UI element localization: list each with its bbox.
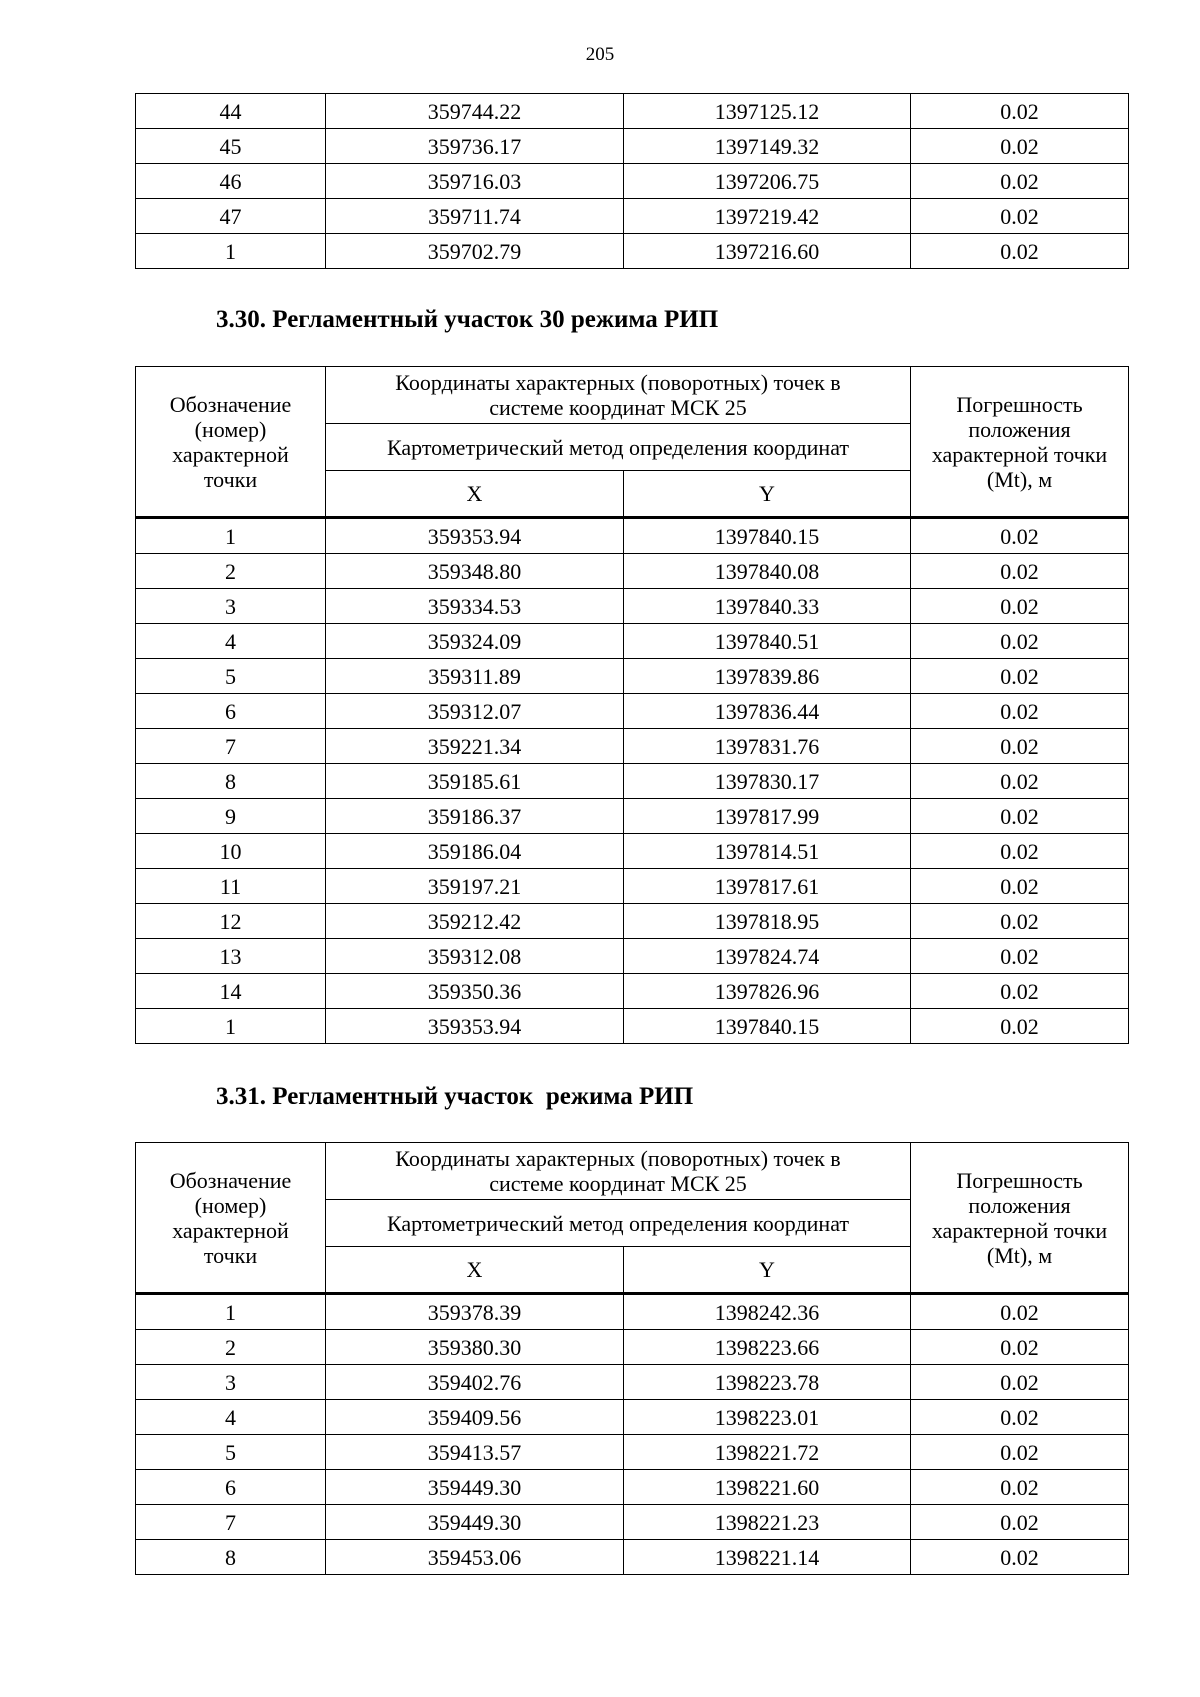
x-coordinate-cell: 359324.09 [326, 624, 624, 659]
point-number-cell: 1 [136, 1294, 326, 1330]
table-row [136, 869, 1129, 904]
y-coordinate-cell: 1397814.51 [624, 834, 911, 869]
point-number-cell: 12 [136, 904, 326, 939]
table-row [136, 694, 1129, 729]
x-coordinate-cell: 359311.89 [326, 659, 624, 694]
x-header: X [326, 1247, 624, 1294]
x-coordinate-cell: 359186.04 [326, 834, 624, 869]
point-number-cell: 1 [136, 234, 326, 269]
error-cell: 0.02 [911, 1470, 1129, 1505]
point-number-cell: 5 [136, 1435, 326, 1470]
header-line: характерной [172, 441, 289, 467]
header-line: Погрешность [956, 1167, 1083, 1193]
error-cell: 0.02 [911, 729, 1129, 764]
header-line: Обозначение [169, 1167, 292, 1193]
header-line: системе координат МСК 25 [489, 395, 747, 420]
y-coordinate-cell: 1397840.51 [624, 624, 911, 659]
x-coordinate-cell: 359702.79 [326, 234, 624, 269]
table-row [136, 799, 1129, 834]
y-coordinate-cell: 1397839.86 [624, 659, 911, 694]
point-number-cell: 6 [136, 694, 326, 729]
x-coordinate-cell: 359716.03 [326, 164, 624, 199]
table-row [136, 199, 1129, 234]
y-coordinate-cell: 1397830.17 [624, 764, 911, 799]
point-number-cell: 2 [136, 1330, 326, 1365]
table-header [136, 367, 1129, 518]
point-number-cell: 47 [136, 199, 326, 234]
table-body [136, 94, 1129, 269]
error-cell: 0.02 [911, 1540, 1129, 1575]
y-coordinate-cell: 1398223.01 [624, 1400, 911, 1435]
x-coordinate-cell: 359353.94 [326, 1009, 624, 1044]
table-body [136, 1294, 1129, 1575]
table-row [136, 129, 1129, 164]
error-cell: 0.02 [911, 904, 1129, 939]
x-coordinate-cell: 359312.08 [326, 939, 624, 974]
header-line: Координаты характерных (поворотных) точек в [395, 1146, 841, 1171]
y-coordinate-cell: 1397836.44 [624, 694, 911, 729]
y-coordinate-cell: 1398221.72 [624, 1435, 911, 1470]
header-line: (Mt), м [986, 466, 1053, 492]
y-coordinate-cell: 1397826.96 [624, 974, 911, 1009]
point-number-cell: 14 [136, 974, 326, 1009]
x-coordinate-cell: 359409.56 [326, 1400, 624, 1435]
point-number-cell: 10 [136, 834, 326, 869]
point-number-cell: 3 [136, 589, 326, 624]
error-cell: 0.02 [911, 764, 1129, 799]
header-line: (Mt), м [986, 1242, 1053, 1268]
point-number-cell: 4 [136, 624, 326, 659]
point-number-cell: 7 [136, 729, 326, 764]
error-header [911, 1143, 1129, 1294]
point-number-cell: 9 [136, 799, 326, 834]
header-line: (номер) [194, 1192, 267, 1218]
error-cell: 0.02 [911, 234, 1129, 269]
header-line: системе координат МСК 25 [489, 1171, 747, 1196]
x-coordinate-cell: 359212.42 [326, 904, 624, 939]
table-row [136, 1330, 1129, 1365]
table-row [136, 939, 1129, 974]
y-coordinate-cell: 1397840.15 [624, 518, 911, 554]
section-heading-3-30: 3.30. Регламентный участок 30 режима РИП [216, 306, 719, 333]
table-body [136, 518, 1129, 1044]
y-coordinate-cell: 1398223.66 [624, 1330, 911, 1365]
error-cell: 0.02 [911, 129, 1129, 164]
error-cell: 0.02 [911, 1294, 1129, 1330]
x-header: X [326, 471, 624, 518]
point-number-cell: 1 [136, 1009, 326, 1044]
table-row [136, 164, 1129, 199]
x-coordinate-cell: 359185.61 [326, 764, 624, 799]
y-coordinate-cell: 1397824.74 [624, 939, 911, 974]
table-row [136, 1540, 1129, 1575]
coordinates-header [326, 367, 911, 424]
y-coordinate-cell: 1398221.60 [624, 1470, 911, 1505]
point-number-cell: 4 [136, 1400, 326, 1435]
point-number-cell: 6 [136, 1470, 326, 1505]
point-number-cell: 44 [136, 94, 326, 129]
error-cell: 0.02 [911, 624, 1129, 659]
point-number-cell: 3 [136, 1365, 326, 1400]
table-row [136, 764, 1129, 799]
error-cell: 0.02 [911, 974, 1129, 1009]
point-number-cell: 1 [136, 518, 326, 554]
x-coordinate-cell: 359380.30 [326, 1330, 624, 1365]
table-row [136, 1009, 1129, 1044]
table-row [136, 1505, 1129, 1540]
point-number-header [136, 1143, 326, 1294]
error-cell: 0.02 [911, 94, 1129, 129]
x-coordinate-cell: 359312.07 [326, 694, 624, 729]
table-row [136, 554, 1129, 589]
y-coordinate-cell: 1397817.99 [624, 799, 911, 834]
x-coordinate-cell: 359348.80 [326, 554, 624, 589]
coordinates-header [326, 1143, 911, 1200]
y-coordinate-cell: 1397206.75 [624, 164, 911, 199]
point-number-cell: 5 [136, 659, 326, 694]
table-row [136, 589, 1129, 624]
error-cell: 0.02 [911, 554, 1129, 589]
x-coordinate-cell: 359186.37 [326, 799, 624, 834]
table-header [136, 1143, 1129, 1294]
x-coordinate-cell: 359378.39 [326, 1294, 624, 1330]
y-coordinate-cell: 1398221.23 [624, 1505, 911, 1540]
table-row [136, 1365, 1129, 1400]
y-header: Y [624, 1247, 911, 1294]
table-row [136, 974, 1129, 1009]
y-coordinate-cell: 1397216.60 [624, 234, 911, 269]
header-line: Координаты характерных (поворотных) точек в [395, 370, 841, 395]
table-row [136, 834, 1129, 869]
error-cell: 0.02 [911, 799, 1129, 834]
table-row [136, 904, 1129, 939]
method-header: Картометрический метод определения координат [326, 424, 911, 471]
error-cell: 0.02 [911, 518, 1129, 554]
header-line: (номер) [194, 416, 267, 442]
x-coordinate-cell: 359197.21 [326, 869, 624, 904]
y-coordinate-cell: 1397831.76 [624, 729, 911, 764]
y-coordinate-cell: 1397817.61 [624, 869, 911, 904]
point-number-cell: 45 [136, 129, 326, 164]
error-cell: 0.02 [911, 1505, 1129, 1540]
error-header [911, 367, 1129, 518]
x-coordinate-cell: 359413.57 [326, 1435, 624, 1470]
header-line: Обозначение [169, 391, 292, 417]
point-number-header [136, 367, 326, 518]
table-row [136, 94, 1129, 129]
y-coordinate-cell: 1397125.12 [624, 94, 911, 129]
error-cell: 0.02 [911, 1009, 1129, 1044]
x-coordinate-cell: 359334.53 [326, 589, 624, 624]
y-coordinate-cell: 1397219.42 [624, 199, 911, 234]
x-coordinate-cell: 359744.22 [326, 94, 624, 129]
x-coordinate-cell: 359453.06 [326, 1540, 624, 1575]
table-row [136, 1435, 1129, 1470]
y-coordinate-cell: 1398221.14 [624, 1540, 911, 1575]
y-coordinate-cell: 1397840.33 [624, 589, 911, 624]
error-cell: 0.02 [911, 939, 1129, 974]
x-coordinate-cell: 359350.36 [326, 974, 624, 1009]
coordinates-table-section-30 [135, 366, 1129, 1044]
table-row [136, 1294, 1129, 1330]
point-number-cell: 46 [136, 164, 326, 199]
error-cell: 0.02 [911, 834, 1129, 869]
header-line: характерной [172, 1217, 289, 1243]
error-cell: 0.02 [911, 164, 1129, 199]
section-heading-3-31: 3.31. Регламентный участок режима РИП [216, 1083, 694, 1110]
point-number-cell: 2 [136, 554, 326, 589]
error-cell: 0.02 [911, 1435, 1129, 1470]
error-cell: 0.02 [911, 1330, 1129, 1365]
point-number-cell: 8 [136, 764, 326, 799]
y-header: Y [624, 471, 911, 518]
x-coordinate-cell: 359353.94 [326, 518, 624, 554]
y-coordinate-cell: 1397840.08 [624, 554, 911, 589]
table-row [136, 1400, 1129, 1435]
error-cell: 0.02 [911, 1365, 1129, 1400]
y-coordinate-cell: 1397818.95 [624, 904, 911, 939]
header-line: характерной точки [931, 441, 1108, 467]
coordinates-table-continuation [135, 93, 1129, 269]
point-number-cell: 11 [136, 869, 326, 904]
x-coordinate-cell: 359221.34 [326, 729, 624, 764]
table-row [136, 729, 1129, 764]
x-coordinate-cell: 359736.17 [326, 129, 624, 164]
table-row [136, 659, 1129, 694]
table-row [136, 1470, 1129, 1505]
point-number-cell: 13 [136, 939, 326, 974]
point-number-cell: 8 [136, 1540, 326, 1575]
coordinates-table-section-31 [135, 1142, 1129, 1575]
error-cell: 0.02 [911, 199, 1129, 234]
table-row [136, 518, 1129, 554]
error-cell: 0.02 [911, 1400, 1129, 1435]
y-coordinate-cell: 1397840.15 [624, 1009, 911, 1044]
table-row [136, 234, 1129, 269]
x-coordinate-cell: 359449.30 [326, 1505, 624, 1540]
error-cell: 0.02 [911, 869, 1129, 904]
table-row [136, 624, 1129, 659]
header-line: положения [968, 416, 1071, 442]
method-header: Картометрический метод определения координат [326, 1200, 911, 1247]
header-line: точки [203, 1242, 258, 1268]
x-coordinate-cell: 359402.76 [326, 1365, 624, 1400]
page-number: 205 [585, 44, 615, 65]
error-cell: 0.02 [911, 694, 1129, 729]
point-number-cell: 7 [136, 1505, 326, 1540]
header-line: Погрешность [956, 391, 1083, 417]
x-coordinate-cell: 359449.30 [326, 1470, 624, 1505]
header-line: точки [203, 466, 258, 492]
header-line: характерной точки [931, 1217, 1108, 1243]
y-coordinate-cell: 1398223.78 [624, 1365, 911, 1400]
error-cell: 0.02 [911, 589, 1129, 624]
error-cell: 0.02 [911, 659, 1129, 694]
header-line: положения [968, 1192, 1071, 1218]
y-coordinate-cell: 1398242.36 [624, 1294, 911, 1330]
y-coordinate-cell: 1397149.32 [624, 129, 911, 164]
x-coordinate-cell: 359711.74 [326, 199, 624, 234]
